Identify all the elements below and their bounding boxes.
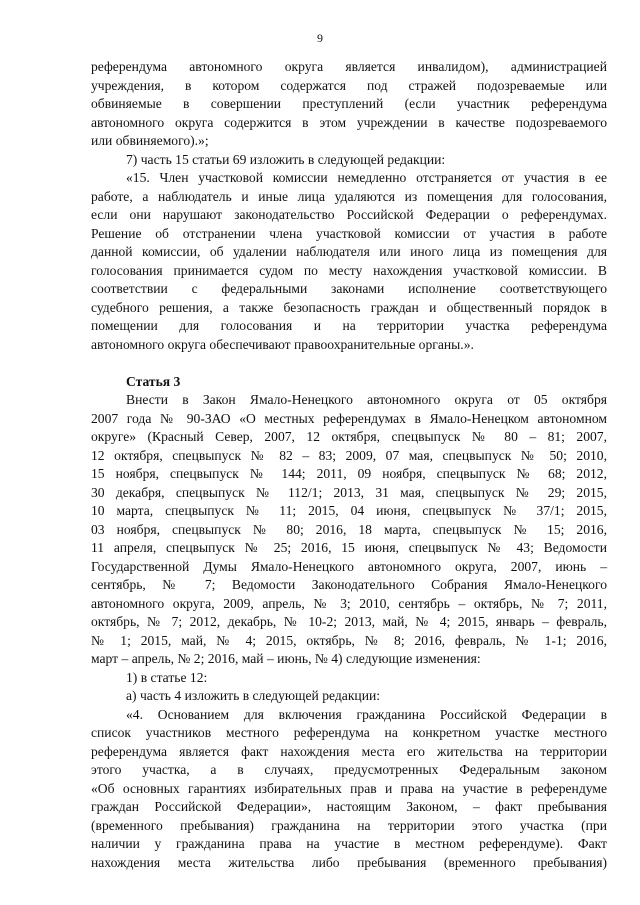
paragraph-line: 12 октября, спецвыпуск № 82 – 83; 2009, 07 мая, спецвыпуск № 50; 2010, [91, 447, 607, 463]
paragraph-line: 03 ноября, спецвыпуск № 80; 2016, 18 марта, спецвыпуск № 15; 2016, [91, 521, 607, 537]
paragraph-line: Государственной Думы Ямало-Ненецкого автономного округа, 2007, июнь – [91, 558, 607, 574]
paragraph-line: этого участка, а в случаях, предусмотренных Федеральным законом [91, 762, 607, 777]
spacer [91, 354, 607, 373]
article-heading: Статья 3 [126, 373, 181, 389]
paragraph-line: помещении для голосования и на территории участка референдума [91, 318, 607, 333]
paragraph-line: судебного решения, а также безопасность граждан и общественный порядок в [91, 299, 607, 315]
paragraph-line: март – апрель, № 2; 2016, май – июнь, № 4) следующие изменения: [91, 651, 481, 666]
document-body [91, 58, 607, 872]
paragraph-line: «4. Основанием для включения гражданина Российской Федерации в [126, 706, 607, 722]
paragraph-line: автономного округа содержится в этом учреждении в качестве подозреваемого [91, 114, 607, 130]
paragraph-line: округе» (Красный Север, 2007, 12 октября, спецвыпуск № 80 – 81; 2007, [91, 429, 607, 444]
paragraph-line: голосования принимается судом по месту нахождения участковой комиссии. В [91, 262, 607, 278]
item-a: а) часть 4 изложить в следующей редакции: [126, 688, 381, 703]
paragraph-line: обвиняемые в совершении преступлений (если участник референдума [91, 96, 607, 111]
paragraph-line: 2007 года № 90-ЗАО «О местных референдумах в Ямало-Ненецком автономном [91, 410, 607, 426]
paragraph-line: 15 ноября, спецвыпуск № 144; 2011, 09 ноября, спецвыпуск № 68; 2012, [91, 466, 607, 481]
page-number: 9 [317, 31, 323, 45]
item-1: 1) в статье 12: [126, 669, 208, 685]
paragraph-line: «15. Член участковой комиссии немедленно отстраняется от участия в ее [126, 170, 607, 185]
paragraph-line: если они нарушают законодательство Российской Федерации о референдумах. [91, 207, 607, 222]
paragraph-line: или обвиняемого).»; [91, 133, 209, 148]
paragraph-line: 11 апреля, спецвыпуск № 25; 2016, 15 июня, спецвыпуск № 43; Ведомости [91, 540, 607, 555]
paragraph-line: автономного округа, 2009, апрель, № 3; 2010, сентябрь – октябрь, № 7; 2011, [91, 595, 607, 611]
paragraph-line: наличии у гражданина права на участие в местном референдуме). Факт [91, 836, 607, 851]
paragraph-line: (временного пребывания) гражданина на территории этого участка (при [91, 817, 607, 833]
paragraph-line: сентябрь, № 7; Ведомости Законодательного Собрания Ямало-Ненецкого [91, 577, 607, 592]
paragraph-line: нахождения места жительства либо пребывания (временного пребывания) [91, 854, 607, 870]
paragraph-line: данной комиссии, об удалении наблюдателя или иного лица из помещения для [91, 244, 607, 259]
paragraph-line: граждан Российской Федерации», настоящим Законом, – факт пребывания [91, 799, 607, 814]
paragraph-line: референдума является факт нахождения места его жительства на территории [91, 743, 607, 759]
paragraph-line: Решение об отстранении члена участковой комиссии от участия в работе [91, 225, 607, 241]
paragraph-line: № 1; 2015, май, № 4; 2015, октябрь, № 8; 2016, февраль, № 1-1; 2016, [91, 632, 607, 648]
paragraph-line: референдума автономного округа является инвалидом), администрацией [91, 59, 607, 74]
paragraph-line: работе, а наблюдатель и иные лица удаляются из помещения для голосования, [91, 188, 607, 204]
paragraph-line: «Об основных гарантиях избирательных прав и права на участие в референдуме [91, 780, 607, 796]
item-7: 7) часть 15 статьи 69 изложить в следующей редакции: [126, 151, 446, 167]
paragraph-line: 30 декабря, спецвыпуск № 112/1; 2013, 31 мая, спецвыпуск № 29; 2015, [91, 484, 607, 500]
paragraph-line: соответствии с федеральными законами исполнение соответствующего [91, 281, 607, 296]
paragraph-line: учреждения, в котором содержатся под стражей подозреваемые или [91, 77, 607, 93]
paragraph-line: Внести в Закон Ямало-Ненецкого автономного округа от 05 октября [126, 392, 607, 407]
paragraph-line: автономного округа обеспечивают правоохранительные органы.». [91, 336, 474, 352]
paragraph-line: октябрь, № 7; 2012, декабрь, № 10-2; 2013, май, № 4; 2015, январь – февраль, [91, 614, 607, 629]
paragraph-line: список участников местного референдума на конкретном участке местного [91, 725, 607, 740]
paragraph-line: 10 марта, спецвыпуск № 11; 2015, 04 июня, спецвыпуск № 37/1; 2015, [91, 503, 607, 518]
